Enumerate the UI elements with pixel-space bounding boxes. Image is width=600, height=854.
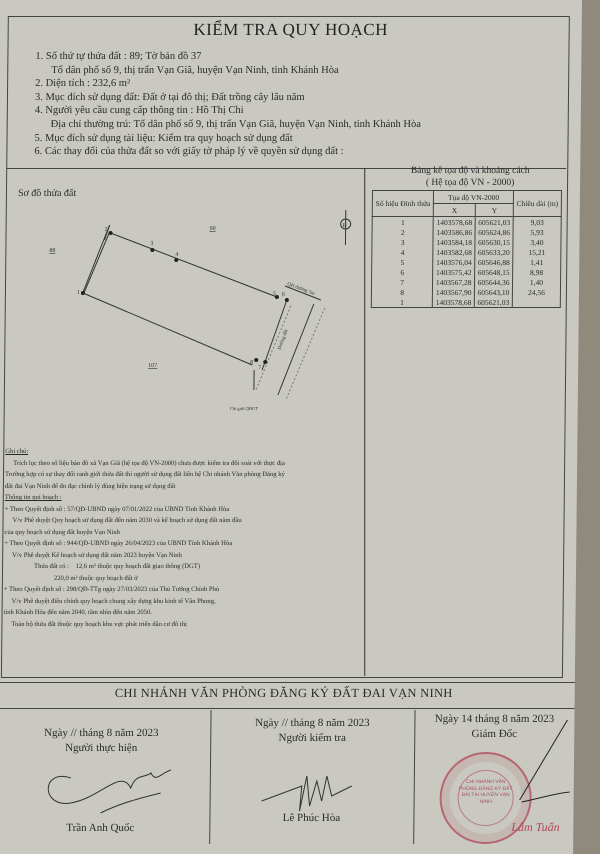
- table-row: 5 1403576,04 605646,88 1,41: [372, 257, 561, 267]
- decision-1-line: V/v Phê duyệt Quy hoạch sử dụng đất đến năm 2030 và kế hoạch sử dụng đất năm đầu: [12, 517, 242, 524]
- col-coord-group: Tọa độ VN-2000: [434, 191, 514, 204]
- point-1-label: 1: [76, 290, 80, 296]
- col-y: Y: [475, 204, 513, 217]
- notes-heading: Ghi chú:: [5, 448, 29, 455]
- planning-heading: Thông tin qui hoạch :: [4, 494, 62, 501]
- signer-date: Ngày 14 tháng 8 năm 2023: [434, 713, 555, 725]
- road-label: Đường đất: [277, 328, 290, 351]
- info-item-address: Địa chỉ thường trú: Tổ dân phố số 9, thị trấn Vạn Giã, huyện Vạn Ninh, tỉnh Khánh Hòa: [50, 118, 422, 130]
- decision-2-title: + Theo Quyết định số : 944/QĐ-UBND ngày 26/04/2023 của UBND Tỉnh Khánh Hòa: [4, 540, 233, 547]
- info-item-location: Tổ dân phố số 9, thị trấn Vạn Giã, huyện Vạn Ninh, tỉnh Khánh Hòa: [51, 64, 339, 76]
- decision-1-title: + Theo Quyết định số : 57/QĐ-UBND ngày 07/01/2022 của UBND Tỉnh Khánh Hòa: [4, 505, 230, 513]
- signature-icon: [30, 758, 171, 818]
- table-row: 7 1403567,28 605644,36 1,40: [371, 277, 560, 287]
- signer-role: Giám Đốc: [471, 728, 518, 740]
- parcel-107-label: 107: [148, 363, 158, 369]
- signer-role: Người kiểm tra: [278, 732, 347, 744]
- signer-date: Ngày // tháng 8 năm 2023: [43, 727, 159, 739]
- footer-top-line: [0, 682, 575, 683]
- note-line: Trường hợp có sự thay đổi ranh giới thửa đất thì người sử dụng đất liên hệ Chi nhánh Văn phòng Đăng ký: [4, 471, 285, 478]
- decision-1-line: của quy hoạch sử dụng đất huyện Vạn Ninh: [4, 528, 120, 536]
- table-row: 1 1403578,68 605621,03: [371, 297, 560, 308]
- signer-date: Ngày // tháng 8 năm 2023: [255, 717, 370, 729]
- director-signature-icon: [492, 720, 573, 810]
- signer-name: Trần Anh Quốc: [66, 822, 135, 834]
- signer-performer: [0, 712, 211, 842]
- coord-table: [371, 190, 562, 308]
- table-row: 8 1403567,90 605643,10 24,56: [371, 287, 560, 297]
- col-x: X: [434, 204, 476, 217]
- col-length: Chiều dài (m): [513, 191, 561, 217]
- signer-role: Người thực hiện: [65, 742, 138, 754]
- column-divider: [364, 168, 365, 676]
- decision-2-area-1: Thửa đất có : 12,6 m² thuộc quy hoạch đất giao thông (DGT): [34, 563, 201, 570]
- decision-3-title: + Theo Quyết định số : 298/QĐ-TTg ngày 27/03/2023 của Thủ Tướng Chính Phủ: [3, 586, 220, 593]
- note-line: Trích lục theo số liệu bản đồ xã Vạn Giã (hệ tọa độ VN-2000) chưa được kiểm tra đối soát với thực địa: [13, 459, 285, 467]
- info-item-purpose: 3. Mục đích sử dụng đất: Đất ở tại đô thị; Đất trồng cây lâu năm: [34, 91, 305, 103]
- point-8-label: 8: [250, 360, 254, 366]
- table-row: 6 1403575,42 605648,15 8,98: [372, 267, 561, 277]
- planned-road-label: QH đường 5m: [286, 282, 316, 297]
- sketch-label: Sơ đồ thửa đất: [17, 188, 77, 199]
- signer-name: Lê Phúc Hòa: [282, 812, 341, 824]
- boundary-label: Chỉ giới QHGT: [229, 406, 259, 411]
- table-row: 4 1403582,68 605633,20 15,21: [372, 247, 561, 257]
- decision-2-line: V/v Phê duyệt Kế hoạch sử dụng đất năm 2023 huyện Vạn Ninh: [12, 551, 182, 559]
- table-row: 1 1403578,68 605621,03 9,03: [372, 217, 561, 228]
- director-name: Lâm Tuấn: [511, 820, 560, 834]
- point-5-label: 5: [272, 291, 276, 297]
- table-row: 2 1403586,86 605624,86 5,93: [372, 227, 561, 237]
- col-point: Số hiệu Đỉnh thửa: [372, 191, 434, 217]
- info-item-doc-purpose: 5. Mục đích sử dụng tài liệu: Kiểm tra quy hoạch sử dụng đất: [34, 132, 293, 144]
- decision-2-area-2: 220,0 m² thuộc quy hoạch đất ở: [53, 574, 138, 582]
- signer-checker: [209, 712, 414, 842]
- point-2-label: 2: [104, 227, 108, 233]
- note-line: đất đai Vạn Ninh để đo đạc chỉnh lý đúng hiện trạng sử dụng đất: [4, 482, 176, 490]
- document-title: KIỂM TRA QUY HOẠCH: [193, 20, 389, 39]
- parcel-88-label: 88: [49, 248, 56, 254]
- coord-table-title: Bảng kê tọa độ và khoảng cách ( Hệ tọa độ VN - 2000): [410, 166, 530, 188]
- north-arrow-label: B: [342, 223, 347, 229]
- parcel-info: [34, 50, 421, 159]
- signature-icon: [251, 756, 372, 816]
- office-bottom-line: [0, 708, 575, 709]
- decision-3-line: V/v Phê duyệt điều chỉnh quy hoạch chung xây dựng khu kinh tế Vân Phong,: [11, 597, 216, 605]
- decision-3-line: tỉnh Khánh Hòa đến năm 2040, tầm nhìn đến năm 2050.: [3, 609, 152, 616]
- point-6-label: 6: [281, 292, 285, 298]
- parcel-90-label: 90: [209, 226, 216, 232]
- stamp-text: CHI NHÁNH VĂN PHÒNG ĐĂNG KÝ ĐẤT ĐAI TẠI HUYỆN VẠN NINH: [457, 770, 514, 826]
- info-item-parcel: 1. Số thứ tự thửa đất : 89; Tờ bản đồ 37: [35, 51, 202, 62]
- office-name: CHI NHÁNH VĂN PHÒNG ĐĂNG KÝ ĐẤT ĐAI VẠN NINH: [114, 686, 453, 700]
- conclusion: Toàn bộ thửa đất thuộc quy hoạch khu vực phát triển dân cư đô thị: [11, 620, 187, 628]
- info-item-requester: 4. Người yêu cầu cung cấp thông tin : Hồ Thị Chi: [34, 105, 244, 117]
- notes-section: [3, 446, 355, 630]
- info-item-changes: 6. Các thay đổi của thửa đất so với giấy tờ pháp lý về quyền sử dụng đất :: [34, 146, 344, 158]
- point-4-label: 4: [175, 252, 179, 258]
- table-row: 3 1403584,18 605630,15 3,40: [372, 237, 561, 247]
- point-3-label: 3: [150, 241, 154, 247]
- parcel-sketch: [7, 200, 359, 430]
- info-item-area: 2. Diện tích : 232,6 m²: [35, 78, 131, 90]
- point-7-label: 7: [258, 365, 262, 371]
